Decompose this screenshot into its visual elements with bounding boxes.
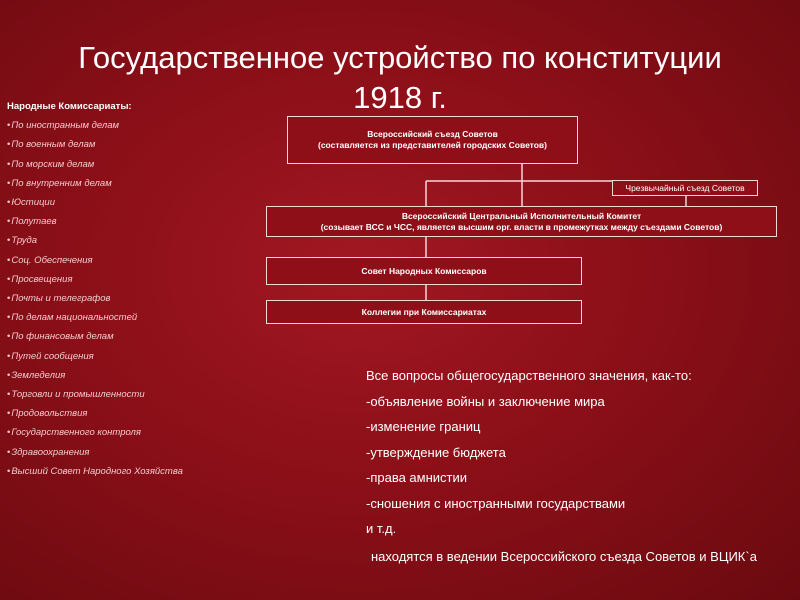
vtsik-subtitle: (созывает ВСС и ЧСС, является высшим орг. власти в промежутках между съездами Советов) xyxy=(320,221,723,232)
page-title-line-1: Государственное устройство по конституции xyxy=(78,40,722,75)
list-item: • Государственного контроля xyxy=(7,423,257,442)
list-item: • По финансовым делам xyxy=(7,327,257,346)
statement-intro: Все вопросы общегосударственного значения, как-то: xyxy=(366,368,692,383)
list-item: • По внутренним делам xyxy=(7,174,257,193)
collegia-box xyxy=(266,300,582,324)
congress-title: Всероссийский съезд Советов xyxy=(367,129,498,139)
sovnarkom-box xyxy=(266,257,582,285)
list-item: • Полутаев xyxy=(7,212,257,231)
statement-conclusion: находятся в ведении Всероссийского съезда Советов и ВЦИК`а xyxy=(371,548,757,564)
list-item: • По иностранным делам xyxy=(7,116,257,135)
powers-statement xyxy=(366,363,786,566)
list-item: • Торговли и промышленности xyxy=(7,385,257,404)
congress-of-soviets-box xyxy=(287,116,578,164)
list-item: • Юстиции xyxy=(7,193,257,212)
statement-items xyxy=(366,389,786,542)
list-item: • Высший Совет Народного Хозяйства xyxy=(7,462,257,481)
list-item: • По морским делам xyxy=(7,155,257,174)
sovnarkom-label: Совет Народных Комиссаров xyxy=(361,265,487,276)
list-item: • Труда xyxy=(7,231,257,250)
emergency-congress-box xyxy=(612,180,758,196)
commissariats-heading: Народные Комиссариаты: xyxy=(7,101,132,112)
list-item: • Соц. Обеспечения xyxy=(7,251,257,270)
list-item: • Просвещения xyxy=(7,270,257,289)
vtsik-title: Всероссийский Центральный Исполнительный Комитет xyxy=(401,210,642,221)
list-item: • По военным делам xyxy=(7,135,257,154)
page-title-line-2: 1918 г. xyxy=(353,80,447,115)
list-item: • Почты и телеграфов xyxy=(7,289,257,308)
list-item: -изменение границ xyxy=(366,419,481,434)
list-item: • По делам национальностей xyxy=(7,308,257,327)
list-item: -утверждение бюджета xyxy=(366,444,506,460)
list-item: • Продовольствия xyxy=(7,404,257,423)
list-item: -права амнистии xyxy=(366,470,468,485)
list-item: • Земледелия xyxy=(7,366,257,385)
list-item: -сношения с иностранными государствами xyxy=(366,495,626,511)
vtsik-box xyxy=(266,206,777,237)
list-item: • Здравоохранения xyxy=(7,443,257,462)
list-item: и т.д. xyxy=(366,521,397,536)
congress-subtitle: (составляется из представителей городских Советов) xyxy=(318,140,547,150)
emergency-congress-label: Чрезвычайный съезд Советов xyxy=(625,182,745,193)
collegia-label: Коллегии при Комиссариатах xyxy=(361,306,487,317)
list-item: • Путей сообщения xyxy=(7,347,257,366)
list-item: -объявление войны и заключение мира xyxy=(366,393,605,409)
